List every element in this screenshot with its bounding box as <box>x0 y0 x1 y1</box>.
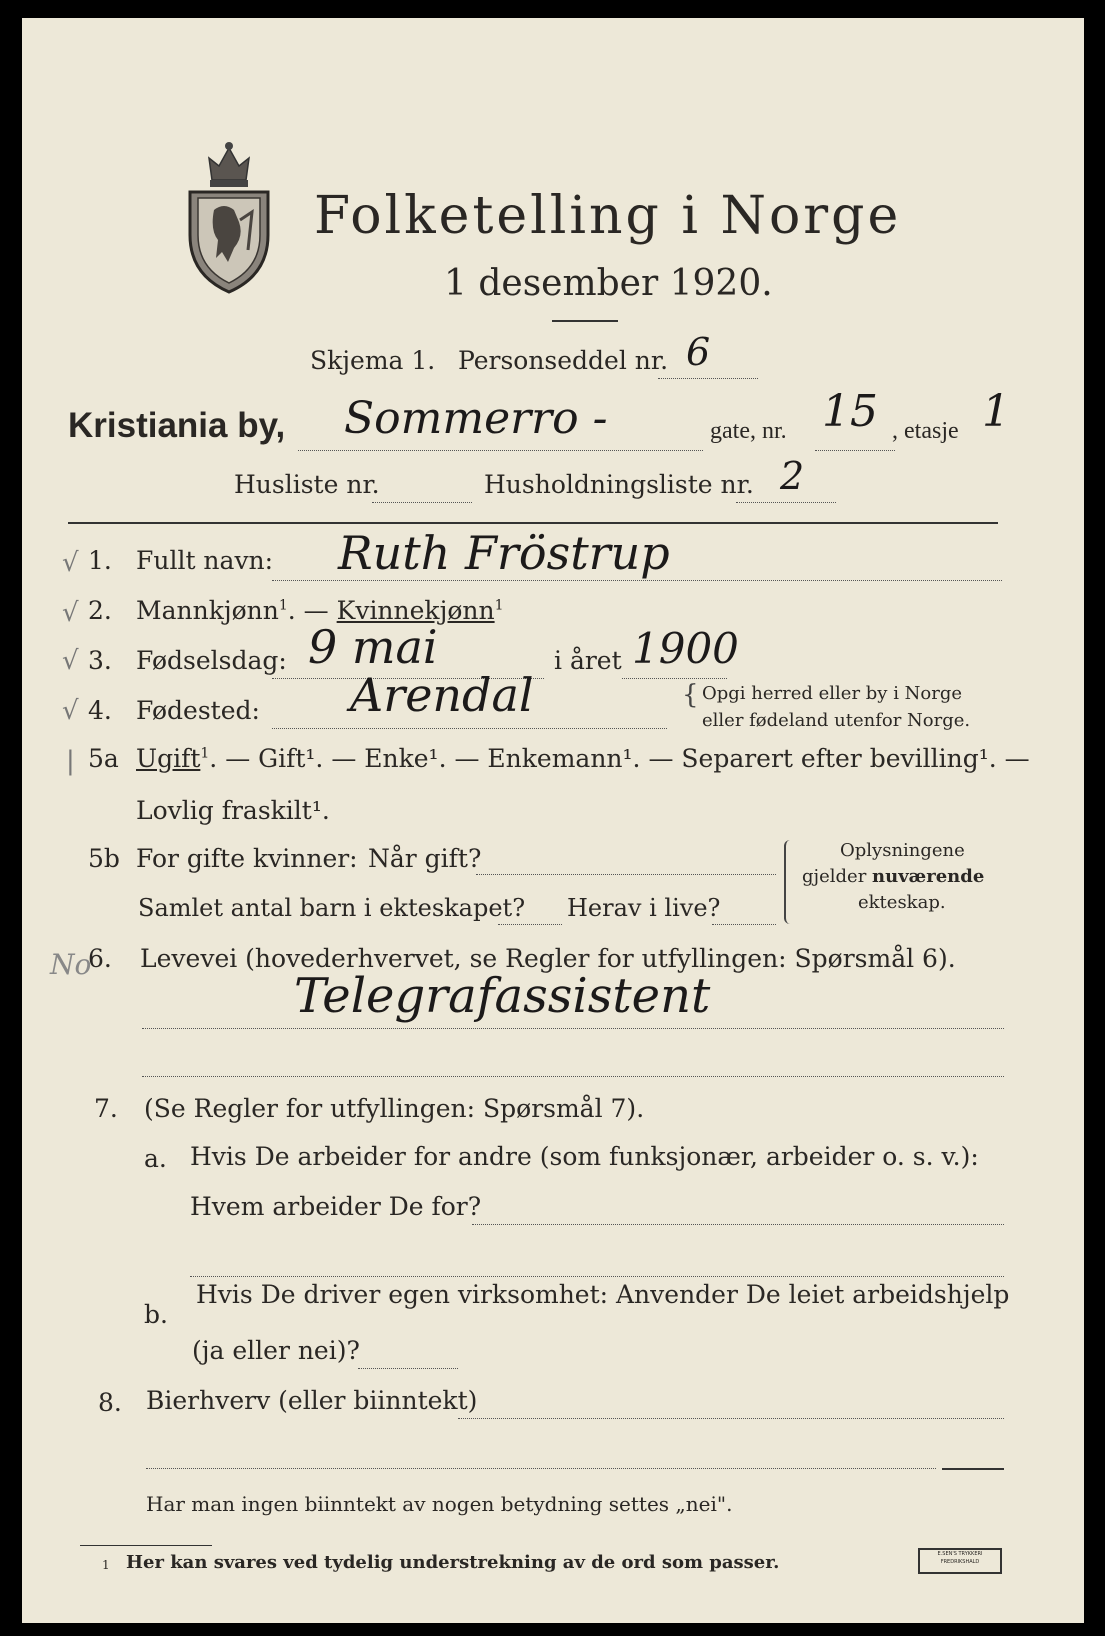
header-rule <box>68 522 998 524</box>
q8-line2 <box>146 1468 936 1469</box>
q6-number: 6. <box>88 944 112 973</box>
q5a-line2: Lovlig fraskilt¹. <box>136 796 330 825</box>
q3-check-mark: √ <box>62 646 79 676</box>
q7a-line1 <box>472 1224 1004 1225</box>
q8-label: Bierhverv (eller biinntekt) <box>146 1386 478 1415</box>
q4-brace: { <box>682 680 699 710</box>
q5b-note-line1: Oplysningene <box>840 840 965 861</box>
q8-line2-end <box>942 1468 1004 1470</box>
q5a-ugift-option: Ugift <box>136 744 201 773</box>
q5b-herav-label: Herav i live? <box>567 894 721 922</box>
q7-number: 7. <box>94 1094 118 1123</box>
q2-female-option: Kvinnekjønn <box>336 596 495 625</box>
q5b-note-line3: ekteskap. <box>858 892 946 913</box>
printer-stamp: E.SEN'S TRYKKERI FREDRIKSHALD <box>918 1548 1002 1574</box>
q2-male-option: Mannkjønn <box>136 596 279 625</box>
gate-nr-line <box>815 450 895 451</box>
q8-line1 <box>458 1418 1004 1419</box>
q1-number: 1. <box>88 546 112 575</box>
q5a-number: 5a <box>88 744 119 773</box>
city-label: Kristiania by, <box>68 406 286 445</box>
q2-check-mark: √ <box>62 598 79 628</box>
etasje-value: 1 <box>982 386 1010 437</box>
husliste-label: Husliste nr. <box>234 470 380 499</box>
nei-instruction: Har man ingen biinntekt av nogen betydning settes „nei". <box>146 1492 733 1516</box>
q4-birthplace-value: Arendal <box>350 668 534 722</box>
q4-line <box>272 728 667 729</box>
street-value: Sommerro - <box>344 393 608 444</box>
q6-margin-mark: No <box>50 948 92 981</box>
q3-year-line <box>622 678 727 679</box>
q6-line1 <box>142 1028 1004 1029</box>
q7-label: (Se Regler for utfyllingen: Spørsmål 7). <box>144 1094 645 1123</box>
q5b-brace <box>784 840 790 924</box>
q1-label: Fullt navn: <box>136 546 274 575</box>
footnote-rule <box>80 1545 212 1546</box>
q3-year-label: i året <box>554 646 622 675</box>
husholdning-value: 2 <box>780 454 805 498</box>
gate-label: gate, nr. <box>710 418 787 444</box>
q8-number: 8. <box>98 1388 122 1417</box>
q4-check-mark: √ <box>62 696 79 726</box>
q2-number: 2. <box>88 596 112 625</box>
q1-check-mark: √ <box>62 548 79 578</box>
husholdning-label: Husholdningsliste nr. <box>484 470 754 499</box>
q3-birthdate-value: 9 mai <box>308 620 438 674</box>
q3-year-value: 1900 <box>632 624 739 673</box>
footnote-number: 1 <box>102 1558 110 1572</box>
q6-occupation-value: Telegrafassistent <box>294 968 711 1024</box>
q7b-question: (ja eller nei)? <box>192 1336 360 1365</box>
footnote-text: Her kan svares ved tydelig understrekning av de ord som passer. <box>126 1552 780 1573</box>
q4-number: 4. <box>88 696 112 725</box>
q1-line <box>272 580 1002 581</box>
q4-note-line1: Opgi herred eller by i Norge <box>702 683 963 704</box>
q3-number: 3. <box>88 646 112 675</box>
q5b-herav-line <box>712 924 776 925</box>
q5b-naar-gift: Når gift? <box>368 844 482 873</box>
husliste-line <box>372 502 472 503</box>
q5b-barn-label: Samlet antal barn i ekteskapet? <box>138 894 526 922</box>
q1-name-value: Ruth Fröstrup <box>338 526 670 580</box>
q7a-letter: a. <box>144 1144 167 1173</box>
q3-label: Fødselsdag: <box>136 646 287 675</box>
census-form <box>22 18 1084 1623</box>
q5b-barn-line <box>498 924 562 925</box>
q5a-options: Ugift$^1$. — Gift¹. — Enke¹. — Enkemann¹. — Separert efter bevilling¹. — <box>136 744 1030 773</box>
q7a-text: Hvis De arbeider for andre (som funksjonær, arbeider o. s. v.): <box>190 1142 979 1171</box>
q5a-check-mark: | <box>66 746 75 776</box>
gate-nr-value: 15 <box>822 386 878 437</box>
q2-options: Mannkjønn$^1$. — Kvinnekjønn$^1$ <box>136 596 504 625</box>
q5b-label: For gifte kvinner: <box>136 844 358 873</box>
q7a-line2 <box>190 1276 1004 1277</box>
q6-line2 <box>142 1076 1004 1077</box>
q4-label: Fødested: <box>136 696 260 725</box>
coat-of-arms-emblem <box>184 140 274 295</box>
q6-label: Levevei (hovederhvervet, se Regler for utfyllingen: Spørsmål 6). <box>140 944 956 973</box>
q5b-note-line2: gjelder nuværende <box>802 866 985 887</box>
q4-note-line2: eller fødeland utenfor Norge. <box>702 710 971 731</box>
q5b-naar-line <box>476 874 776 875</box>
q7b-text: Hvis De driver egen virksomhet: Anvender De leiet arbeidshjelp <box>196 1280 1010 1309</box>
q7b-line <box>358 1368 458 1369</box>
q5a-other-options: . — Gift¹. — Enke¹. — Enkemann¹. — Separert efter bevilling¹. — <box>209 744 1030 773</box>
etasje-label: , etasje <box>892 418 959 444</box>
q7b-letter: b. <box>144 1300 168 1329</box>
personseddel-line <box>658 378 758 379</box>
q5b-number: 5b <box>88 844 120 873</box>
street-line <box>298 450 703 451</box>
husholdning-line <box>736 502 836 503</box>
personseddel-value: 6 <box>686 330 711 374</box>
q7a-question: Hvem arbeider De for? <box>190 1192 482 1221</box>
census-date: 1 desember 1920. <box>444 263 773 304</box>
title-divider <box>552 320 618 322</box>
personseddel-label: Personseddel nr. <box>458 346 669 375</box>
form-title: Folketelling i Norge <box>314 186 902 246</box>
skjema-label: Skjema 1. <box>310 346 436 375</box>
